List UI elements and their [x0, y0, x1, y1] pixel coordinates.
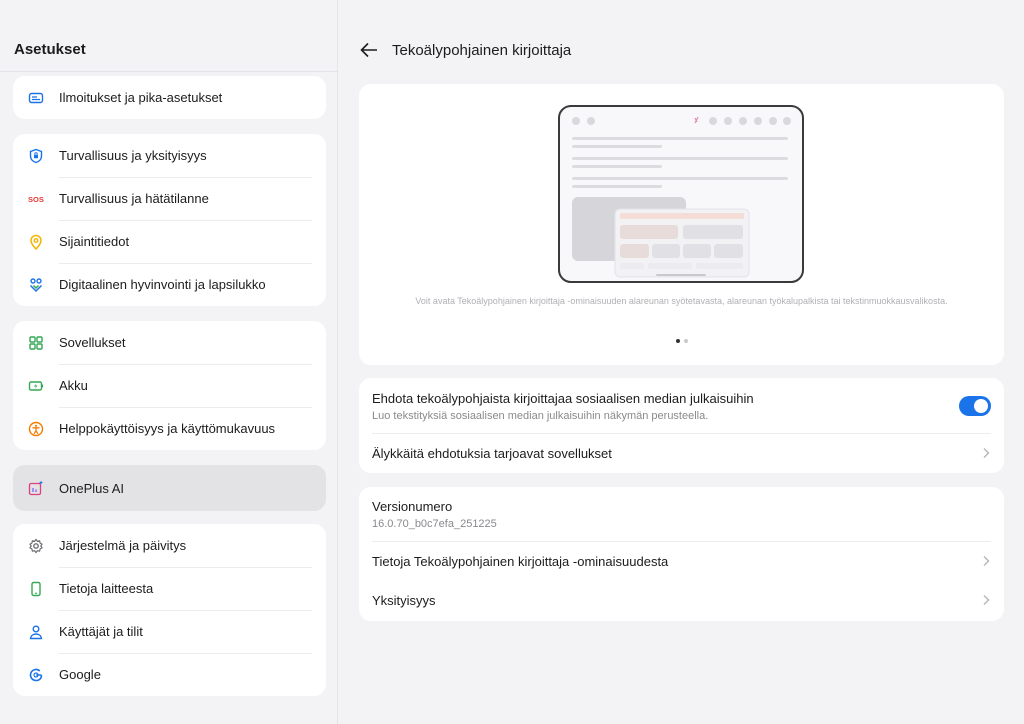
- sidebar-item-label: Järjestelmä ja päivitys: [59, 538, 187, 553]
- sidebar-item-digital-wellbeing[interactable]: [13, 263, 326, 306]
- sidebar-item-system-update[interactable]: [13, 524, 326, 567]
- about-feature-row[interactable]: [359, 541, 1004, 581]
- sidebar-item-users-accounts[interactable]: [13, 610, 326, 653]
- location-icon: [28, 234, 44, 250]
- page-indicator: [359, 339, 1004, 343]
- shield-icon: [28, 148, 44, 164]
- sidebar-item-label: OnePlus AI: [59, 480, 125, 496]
- accessibility-icon: [28, 421, 44, 437]
- chevron-right-icon: [982, 555, 990, 567]
- suggestion-settings-card: [359, 378, 1004, 473]
- wellbeing-icon: [28, 277, 44, 293]
- sidebar-item-label: Turvallisuus ja hätätilanne: [59, 191, 209, 206]
- sidebar-item-label: Sijaintitiedot: [59, 234, 130, 249]
- tablet-illustration: [558, 105, 804, 283]
- back-button[interactable]: [359, 40, 379, 60]
- page-dot[interactable]: [684, 339, 688, 343]
- about-card: [359, 487, 1004, 621]
- back-arrow-icon: [359, 40, 379, 60]
- suggest-social-media-title: Ehdota tekoälypohjaista kirjoittajaa sosiaalisen median julkaisuihin: [372, 391, 754, 406]
- page-dot[interactable]: [676, 339, 680, 343]
- chevron-right-icon: [982, 594, 990, 606]
- sidebar-item-notifications[interactable]: [13, 76, 326, 119]
- sidebar-item-google[interactable]: [13, 653, 326, 696]
- version-value: 16.0.70_b0c7efa_251225: [372, 518, 497, 530]
- google-icon: [28, 667, 44, 683]
- notification-panel-icon: [28, 90, 44, 106]
- detail-pane: [339, 0, 1024, 724]
- sidebar-item-label: Sovellukset: [59, 335, 126, 350]
- settings-group-security: [13, 134, 326, 306]
- svg-text:SOS: SOS: [28, 194, 44, 204]
- smart-apps-row[interactable]: [359, 433, 1004, 473]
- sidebar-item-label: Tietoja laitteesta: [59, 581, 154, 596]
- settings-group-notifications: [13, 76, 326, 119]
- gear-icon: [28, 538, 44, 554]
- ai-sparkle-icon: [28, 480, 44, 496]
- sidebar-item-battery[interactable]: [13, 364, 326, 407]
- settings-group-system: [13, 524, 326, 696]
- privacy-row[interactable]: [359, 581, 1004, 621]
- sidebar-item-label: Digitaalinen hyvinvointi ja lapsilukko: [59, 277, 266, 292]
- suggest-social-media-row[interactable]: [359, 378, 1004, 433]
- sidebar-item-about-device[interactable]: [13, 567, 326, 610]
- battery-icon: [28, 378, 44, 394]
- sos-icon: [28, 191, 44, 207]
- sidebar-divider: [0, 71, 338, 72]
- sidebar-item-oneplus-ai[interactable]: [13, 465, 326, 511]
- sidebar-item-emergency[interactable]: [13, 177, 326, 220]
- feature-preview-card: [359, 84, 1004, 365]
- sidebar-item-security-privacy[interactable]: [13, 134, 326, 177]
- about-feature-label: Tietoja Tekoälypohjainen kirjoittaja -ominaisuudesta: [372, 554, 669, 569]
- phone-icon: [28, 581, 44, 597]
- sidebar-item-accessibility[interactable]: [13, 407, 326, 450]
- version-label: Versionumero: [372, 499, 453, 514]
- settings-sidebar: [0, 0, 338, 724]
- row-divider: [372, 433, 991, 434]
- sidebar-item-label: Turvallisuus ja yksityisyys: [59, 148, 207, 163]
- user-icon: [28, 624, 44, 640]
- sidebar-item-apps[interactable]: [13, 321, 326, 364]
- sidebar-item-label: Akku: [59, 378, 88, 393]
- suggest-social-media-toggle[interactable]: [959, 396, 991, 416]
- suggest-social-media-subtitle: Luo tekstityksiä sosiaalisen median julkaisuihin näkymän perusteella.: [372, 410, 709, 422]
- page-title: Tekoälypohjainen kirjoittaja: [392, 42, 572, 59]
- sidebar-item-label: Ilmoitukset ja pika-asetukset: [59, 90, 223, 105]
- sidebar-title: Asetukset: [14, 41, 86, 58]
- apps-grid-icon: [28, 335, 44, 351]
- sidebar-item-label: Käyttäjät ja tilit: [59, 624, 143, 639]
- version-row: [359, 487, 1004, 541]
- sidebar-item-location[interactable]: [13, 220, 326, 263]
- settings-group-ai: [13, 465, 326, 511]
- settings-group-apps: [13, 321, 326, 450]
- row-divider: [372, 541, 991, 542]
- sidebar-item-label: Helppokäyttöisyys ja käyttömukavuus: [59, 421, 276, 436]
- hero-description: Voit avata Tekoälypohjainen kirjoittaja -ominaisuuden alareunan syötetavasta, alareunan työkalupalkista tai tekstinmuokkausvalikosta.: [415, 296, 948, 306]
- privacy-label: Yksityisyys: [372, 593, 436, 608]
- chevron-right-icon: [982, 447, 990, 459]
- smart-apps-label: Älykkäitä ehdotuksia tarjoavat sovellukset: [372, 446, 612, 461]
- sidebar-item-label: Google: [59, 667, 101, 682]
